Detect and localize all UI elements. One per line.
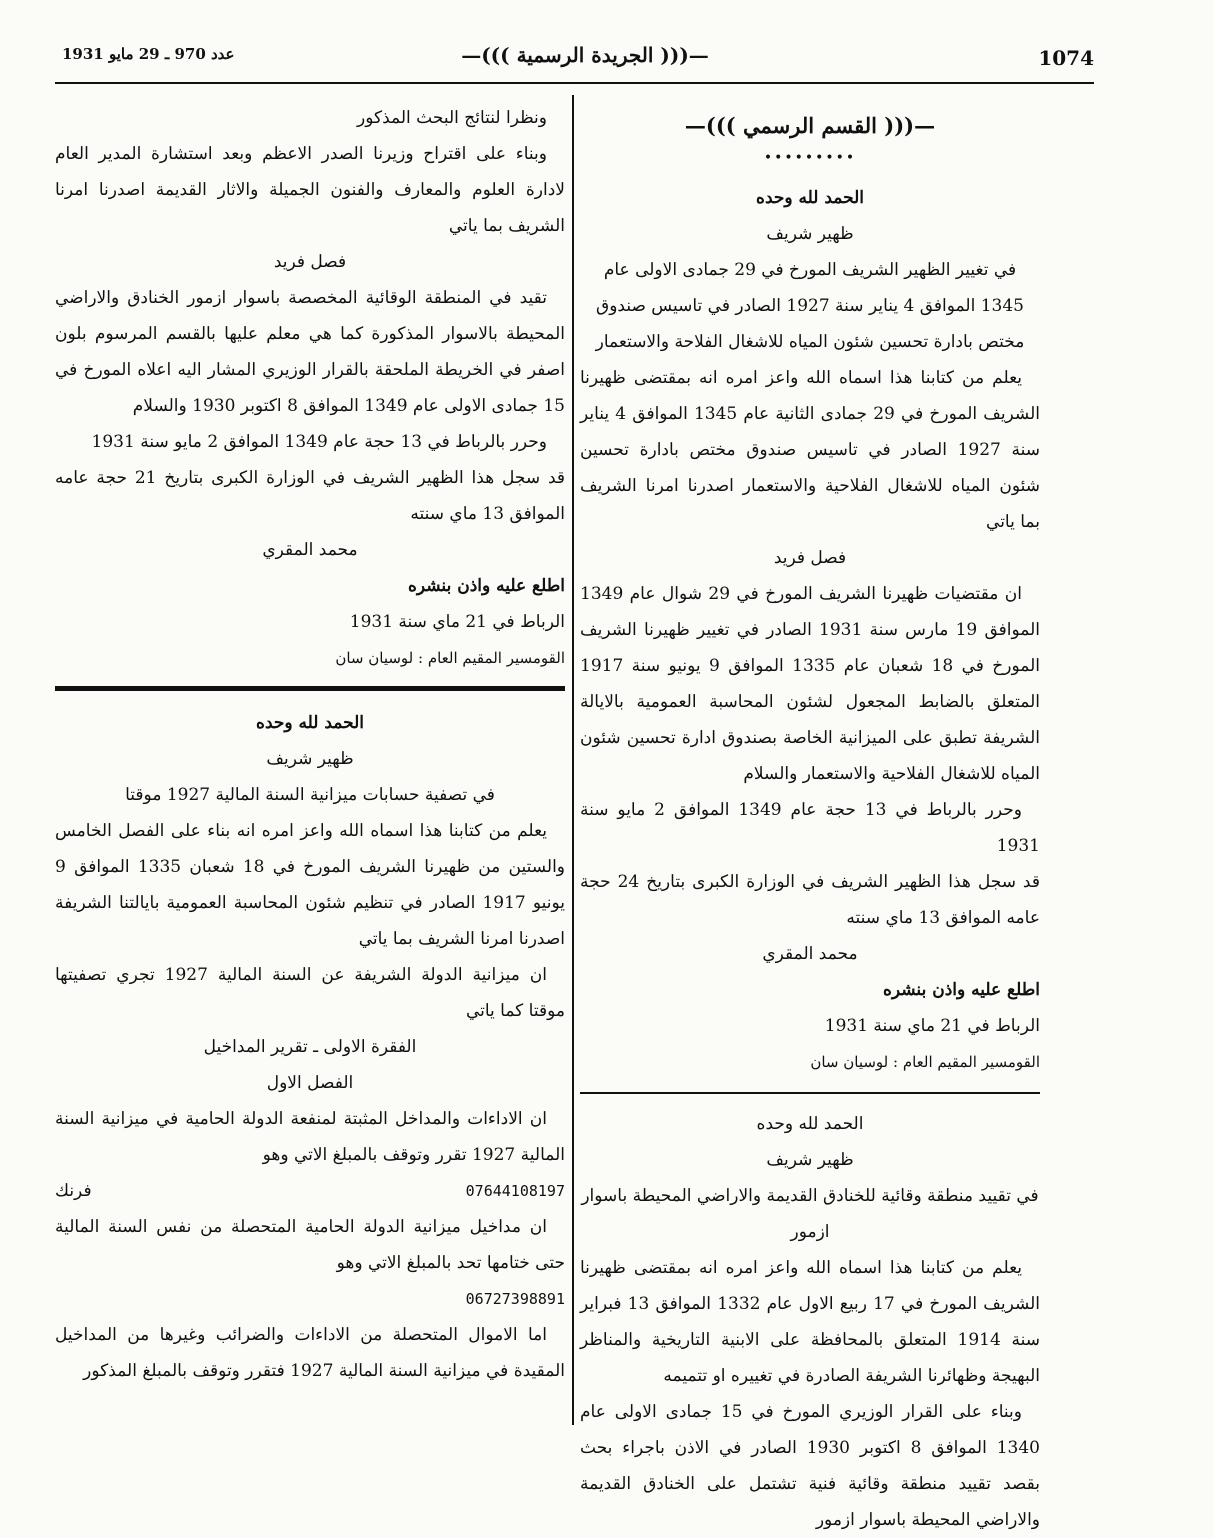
decree-3-amount-2: 06727398891 bbox=[465, 1290, 565, 1308]
decree-2-praise: الحمد لله وحده bbox=[756, 1114, 864, 1134]
decree-2-article: تقيد في المنطقة الوقائية المخصصة باسوار ازمور الخنادق والاراضي المحيطة بالاسوار المذكورة كما هي معلم عليها بالقسم المرسوم بلون اصفر في الخريطة الملحقة بالقرار الوزيري المشار اليه اعلاه المورخ في 15 جمادى الاولى عام 1349 الموافق 8 اكتوبر 1930 والسلام bbox=[55, 288, 565, 416]
decree-3-text-1: ان الاداءات والمداخل المثبتة لمنفعة الدولة الحامية في ميزانية السنة المالية 1927 تقرر وتوقف بالمبلغ الاتي وهو bbox=[55, 1109, 565, 1165]
official-section-title: —((( القسم الرسمي )))— bbox=[684, 113, 936, 138]
page-number: 1074 bbox=[1038, 46, 1094, 70]
decree-3-amount-2-row bbox=[55, 1281, 565, 1317]
decree-1-label: ظهير شريف bbox=[766, 224, 854, 244]
decree-2-results: ونظرا لنتائج البحث المذكور bbox=[357, 108, 547, 128]
decree-3-intro: ان ميزانية الدولة الشريفة عن السنة المالية 1927 تجري تصفيتها موقتا كما ياتي bbox=[55, 965, 565, 1021]
decree-1-article-title: فصل فريد bbox=[773, 548, 847, 568]
decree-2-approved-date: الرباط في 21 ماي سنة 1931 bbox=[349, 612, 565, 632]
decree-3-praise: الحمد لله وحده bbox=[256, 713, 364, 733]
decree-1-dated: وحرر بالرباط في 13 حجة عام 1349 الموافق 2 مايو سنة 1931 bbox=[580, 800, 1040, 856]
decree-2-registered: قد سجل هذا الظهير الشريف في الوزارة الكبرى بتاريخ 21 حجة عامه الموافق 13 ماي سنته bbox=[55, 468, 566, 524]
decree-3-part-title: الفقرة الاولى ـ تقرير المداخيل bbox=[203, 1037, 417, 1057]
issue-info: عدد 970 ـ 29 مايو 1931 bbox=[62, 45, 235, 63]
decree-3-amount-1: 07644108197 bbox=[465, 1182, 565, 1200]
decree-1-praise: الحمد لله وحده bbox=[756, 188, 864, 208]
decree-2-dated: وحرر بالرباط في 13 حجة عام 1349 الموافق 2 مايو سنة 1931 bbox=[91, 432, 547, 452]
decree-2-signer: محمد المقري bbox=[262, 540, 358, 560]
decree-2-article-title: فصل فريد bbox=[273, 252, 347, 272]
decree-3-subject: في تصفية حسابات ميزانية السنة المالية 1927 موقتا bbox=[125, 785, 495, 805]
decree-3-preamble: يعلم من كتابنا هذا اسماه الله واعز امره انه بناء على الفصل الخامس والستين من ظهيرنا الشريف المورخ في 18 شعبان 1335 الموافق 9 يونيو 1917 الصادر في تنظيم شئون المحاسبة العمومية بايالتنا الشريفة اصدرنا امرنا الشريف بما ياتي bbox=[55, 821, 566, 949]
decree-1-signer: محمد المقري bbox=[762, 944, 858, 964]
decree-3-amount-1-row bbox=[55, 1173, 565, 1209]
decree-2-proposal: وبناء على اقتراح وزيرنا الصدر الاعظم وبعد استشارة المدير العام لادارة العلوم والمعارف والفنون الجميلة والاثار القديمة اصدرنا امرنا الشريف بما ياتي bbox=[55, 144, 565, 236]
decree-1-commissioner: القومسير المقيم العام : لوسيان سان bbox=[810, 1053, 1040, 1071]
decree-1-subject: في تغيير الظهير الشريف المورخ في 29 جمادى الاولى عام 1345 الموافق 4 يناير سنة 1927 الصادر في تاسيس صندوق مختص بادارة تحسين شئون المياه للاشغال الفلاحة والاستعمار bbox=[595, 260, 1025, 352]
decree-2-subject: في تقييد منطقة وقائية للخنادق القديمة والاراضي المحيطة باسوار ازمور bbox=[581, 1186, 1039, 1242]
decree-3-currency: فرنك bbox=[55, 1181, 92, 1201]
heavy-separator bbox=[55, 686, 565, 691]
decree-2-commissioner: القومسير المقيم العام : لوسيان سان bbox=[335, 649, 565, 667]
left-column bbox=[55, 100, 565, 1389]
column-divider bbox=[572, 95, 574, 1425]
decree-2-preamble-2: وبناء على القرار الوزيري المورخ في 15 جمادى الاولى عام 1340 الموافق 8 اكتوبر 1930 الصادر في الاذن باجراء بحث بقصد تقييد منطقة وقائية فنية تشتمل على الخنادق القديمة والاراضي المحيطة باسوار ازمور bbox=[580, 1402, 1040, 1530]
decree-1-article: ان مقتضيات ظهيرنا الشريف المورخ في 29 شوال عام 1349 الموافق 19 مارس سنة 1931 الصادر في تغيير ظهيرنا الشريف المورخ في 18 شعبان عام 1335 الموافق 9 يونيو سنة 1917 المتعلق بالضابط المجعول لشئون المحاسبة العمومية بالايالة الشريفة تطبق على الميزانية الخاصة بصندوق ادارة تحسين شئون المياه للاشغال الفلاحية والاستعمار والسلام bbox=[580, 584, 1040, 784]
ornament: ••••••••• bbox=[763, 150, 857, 166]
header-rule bbox=[55, 82, 1094, 84]
decree-2-preamble: يعلم من كتابنا هذا اسماه الله واعز امره انه بمقتضى ظهيرنا الشريف المورخ في 17 ربيع الاول عام 1332 الموافق 13 فبراير سنة 1914 المتعلق بالمحافظة على الابنية التاريخية والمناظر البهيجة وظهائرنا الشريفة الصادرة في تغييره او تتميمه bbox=[580, 1258, 1041, 1386]
gazette-title: —((( الجريدة الرسمية )))— bbox=[461, 43, 709, 67]
right-column bbox=[580, 100, 1040, 1538]
decree-1-registered: قد سجل هذا الظهير الشريف في الوزارة الكبرى بتاريخ 24 حجة عامه الموافق 13 ماي سنته bbox=[580, 872, 1040, 928]
decree-separator bbox=[580, 1092, 1040, 1094]
decree-3-text-2: ان مداخيل ميزانية الدولة الحامية المتحصلة من نفس السنة المالية حتى ختامها تحد بالمبلغ الاتي وهو bbox=[55, 1217, 565, 1273]
decree-1-preamble: يعلم من كتابنا هذا اسماه الله واعز امره انه بمقتضى ظهيرنا الشريف المورخ في 29 جمادى الثانية عام 1345 الموافق 4 يناير سنة 1927 الصادر في تاسيس صندوق مختص بادارة تحسين شئون المياه للاشغال الفلاحية والاستعمار اصدرنا امرنا الشريف بما ياتي bbox=[580, 368, 1041, 532]
decree-3-chapter-title: الفصل الاول bbox=[266, 1073, 354, 1093]
decree-1-approved-date: الرباط في 21 ماي سنة 1931 bbox=[824, 1016, 1040, 1036]
decree-3-label: ظهير شريف bbox=[266, 749, 354, 769]
decree-3-text-3: اما الاموال المتحصلة من الاداءات والضرائب وغيرها من المداخيل المقيدة في ميزانية السنة المالية 1927 فتقرر وتوقف بالمبلغ المذكور bbox=[55, 1325, 565, 1381]
decree-1-approved: اطلع عليه واذن بنشره bbox=[882, 980, 1040, 1000]
decree-2-label: ظهير شريف bbox=[766, 1150, 854, 1170]
decree-2-approved: اطلع عليه واذن بنشره bbox=[407, 576, 565, 596]
